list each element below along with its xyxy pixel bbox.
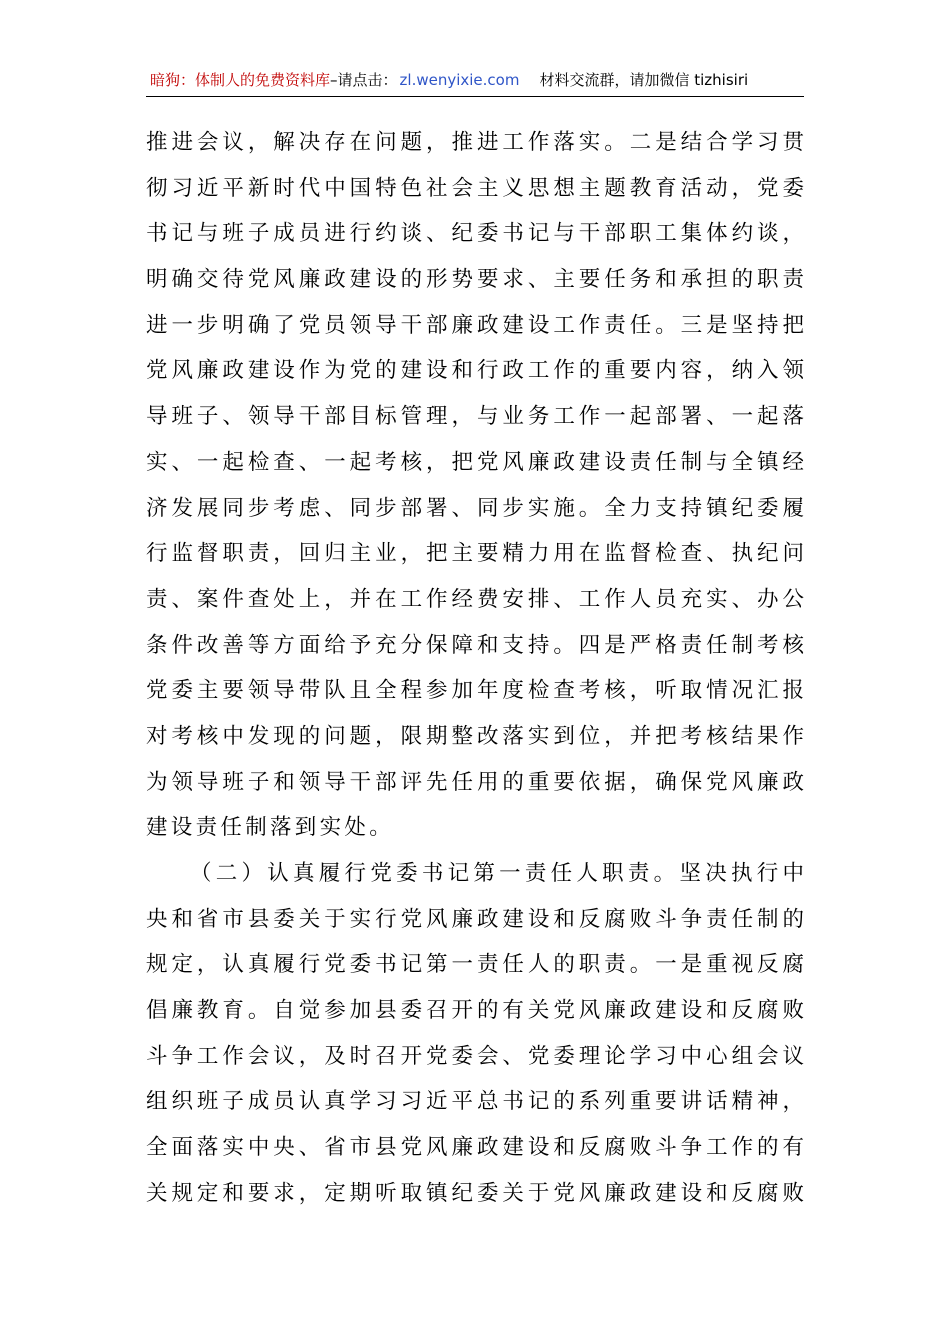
document-body	[146, 120, 804, 1217]
text-line: 全面落实中央、省市县党风廉政建设和反腐败斗争工作的有	[146, 1135, 804, 1161]
text-line: 济发展同步考虑、同步部署、同步实施。全力支持镇纪委履	[146, 495, 804, 521]
text-line: 央和省市县委关于实行党风廉政建设和反腐败斗争责任制的	[146, 906, 804, 932]
text-line: 责、案件查处上，并在工作经费安排、工作人员充实、办公	[146, 586, 804, 612]
text-line: 为领导班子和领导干部评先任用的重要依据，确保党风廉政	[146, 769, 804, 795]
header-wechat-note: 材料交流群，请加微信 tizhisiri	[539, 71, 749, 89]
text-line: 规定，认真履行党委书记第一责任人的职责。一是重视反腐	[146, 952, 804, 978]
page-header	[150, 68, 802, 92]
text-line: 对考核中发现的问题，限期整改落实到位，并把考核结果作	[146, 723, 804, 749]
text-line: 明确交待党风廉政建设的形势要求、主要任务和承担的职责	[146, 267, 804, 293]
text-line: 关规定和要求，定期听取镇纪委关于党风廉政建设和反腐败	[146, 1180, 804, 1206]
text-line: 组织班子成员认真学习习近平总书记的系列重要讲话精神，	[146, 1089, 804, 1115]
text-line: 导班子、领导干部目标管理，与业务工作一起部署、一起落	[146, 404, 804, 430]
text-line: 行监督职责，回归主业，把主要精力用在监督检查、执纪问	[146, 541, 804, 567]
text-line: 推进会议，解决存在问题，推进工作落实。二是结合学习贯	[146, 130, 804, 155]
text-line: 建设责任制落到实处。	[146, 815, 395, 841]
header-brand: 暗狗：体制人的免费资料库	[150, 71, 331, 89]
text-line: 倡廉教育。自觉参加县委召开的有关党风廉政建设和反腐败	[146, 998, 804, 1024]
text-line: 党风廉政建设作为党的建设和行政工作的重要内容，纳入领	[146, 358, 804, 384]
text-line: 斗争工作会议，及时召开党委会、党委理论学习中心组会议	[146, 1043, 804, 1069]
header-prompt: –请点击：	[330, 71, 398, 89]
text-line: 彻习近平新时代中国特色社会主义思想主题教育活动，党委	[146, 175, 804, 201]
text-line: 条件改善等方面给予充分保障和支持。四是严格责任制考核	[146, 632, 804, 658]
text-line: 实、一起检查、一起考核，把党风廉政建设责任制与全镇经	[146, 449, 804, 475]
text-line: 进一步明确了党员领导干部廉政建设工作责任。三是坚持把	[146, 312, 804, 338]
section-heading-line: （二）认真履行党委书记第一责任人职责。坚决执行中	[190, 861, 804, 886]
text-line: 书记与班子成员进行约谈、纪委书记与干部职工集体约谈，	[146, 221, 804, 247]
header-divider	[146, 96, 804, 97]
text-line: 党委主要领导带队且全程参加年度检查考核，听取情况汇报	[146, 678, 804, 704]
header-link[interactable]: zl.wenyixie.com	[399, 71, 520, 89]
